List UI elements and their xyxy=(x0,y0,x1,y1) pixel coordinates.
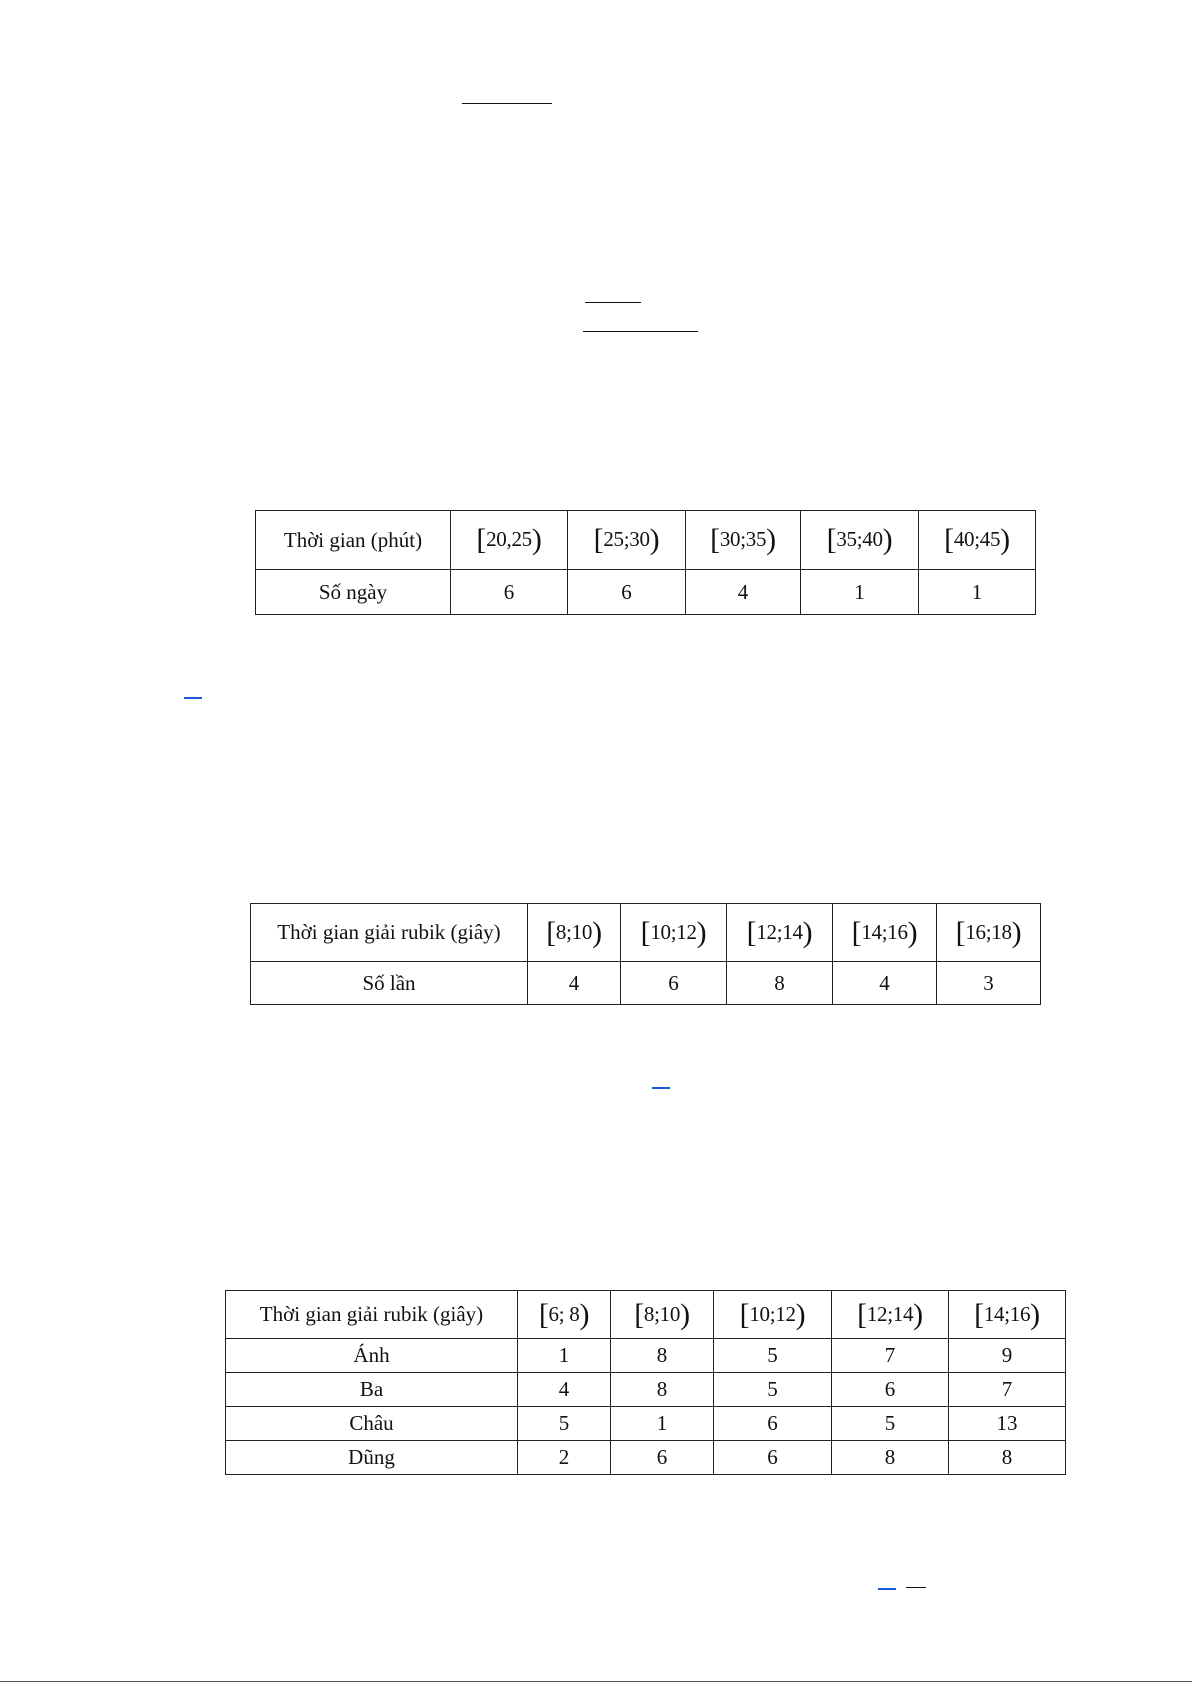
value-cell: 7 xyxy=(949,1373,1066,1407)
interval-cell: [20,25) xyxy=(451,511,568,570)
row-label: Số ngày xyxy=(256,570,451,615)
row-label: Ba xyxy=(226,1373,518,1407)
header-label: Thời gian giải rubik (giây) xyxy=(226,1291,518,1339)
interval-cell: [8;10) xyxy=(528,904,621,962)
value-cell: 6 xyxy=(611,1441,714,1475)
value-cell: 4 xyxy=(528,962,621,1005)
rubik-players-table xyxy=(225,1290,1066,1475)
value-cell: 8 xyxy=(727,962,833,1005)
interval-cell: [14;16) xyxy=(833,904,937,962)
rubik-times-table xyxy=(250,903,1041,1005)
accent-mark xyxy=(184,697,202,699)
table-row xyxy=(251,962,1041,1005)
row-label: Dũng xyxy=(226,1441,518,1475)
row-label: Châu xyxy=(226,1407,518,1441)
table-header-row xyxy=(251,904,1041,962)
fraction-bar xyxy=(585,302,641,303)
interval-cell: [12;14) xyxy=(832,1291,949,1339)
accent-mark xyxy=(652,1087,670,1089)
value-cell: 1 xyxy=(611,1407,714,1441)
value-cell: 9 xyxy=(949,1339,1066,1373)
value-cell: 6 xyxy=(568,570,686,615)
interval-cell: [14;16) xyxy=(949,1291,1066,1339)
value-cell: 8 xyxy=(611,1339,714,1373)
interval-cell: [10;12) xyxy=(621,904,727,962)
row-label: Số lần xyxy=(251,962,528,1005)
value-cell: 8 xyxy=(949,1441,1066,1475)
interval-cell: [8;10) xyxy=(611,1291,714,1339)
fraction-bar xyxy=(462,103,552,104)
value-cell: 6 xyxy=(832,1373,949,1407)
value-cell: 6 xyxy=(621,962,727,1005)
value-cell: 13 xyxy=(949,1407,1066,1441)
table-row xyxy=(226,1339,1066,1373)
accent-mark xyxy=(878,1588,896,1590)
value-cell: 1 xyxy=(518,1339,611,1373)
value-cell: 3 xyxy=(937,962,1041,1005)
interval-cell: [35;40) xyxy=(801,511,919,570)
interval-cell: [10;12) xyxy=(714,1291,832,1339)
table-row xyxy=(256,570,1036,615)
value-cell: 6 xyxy=(714,1441,832,1475)
value-cell: 2 xyxy=(518,1441,611,1475)
fraction-bar xyxy=(906,1587,926,1588)
value-cell: 5 xyxy=(518,1407,611,1441)
value-cell: 7 xyxy=(832,1339,949,1373)
value-cell: 5 xyxy=(714,1339,832,1373)
interval-cell: [40;45) xyxy=(919,511,1036,570)
table-row xyxy=(226,1407,1066,1441)
value-cell: 6 xyxy=(714,1407,832,1441)
value-cell: 8 xyxy=(611,1373,714,1407)
value-cell: 5 xyxy=(832,1407,949,1441)
value-cell: 5 xyxy=(714,1373,832,1407)
header-label: Thời gian giải rubik (giây) xyxy=(251,904,528,962)
header-label: Thời gian (phút) xyxy=(256,511,451,570)
duration-days-table xyxy=(255,510,1036,615)
page-bottom-divider xyxy=(0,1681,1192,1682)
table-header-row xyxy=(226,1291,1066,1339)
interval-cell: [6; 8) xyxy=(518,1291,611,1339)
table-header-row xyxy=(256,511,1036,570)
interval-cell: [16;18) xyxy=(937,904,1041,962)
interval-cell: [25;30) xyxy=(568,511,686,570)
interval-cell: [12;14) xyxy=(727,904,833,962)
fraction-bar xyxy=(583,331,698,332)
value-cell: 4 xyxy=(518,1373,611,1407)
table-row xyxy=(226,1373,1066,1407)
value-cell: 8 xyxy=(832,1441,949,1475)
value-cell: 4 xyxy=(833,962,937,1005)
value-cell: 4 xyxy=(686,570,801,615)
value-cell: 6 xyxy=(451,570,568,615)
value-cell: 1 xyxy=(801,570,919,615)
value-cell: 1 xyxy=(919,570,1036,615)
table-row xyxy=(226,1441,1066,1475)
row-label: Ánh xyxy=(226,1339,518,1373)
interval-cell: [30;35) xyxy=(686,511,801,570)
